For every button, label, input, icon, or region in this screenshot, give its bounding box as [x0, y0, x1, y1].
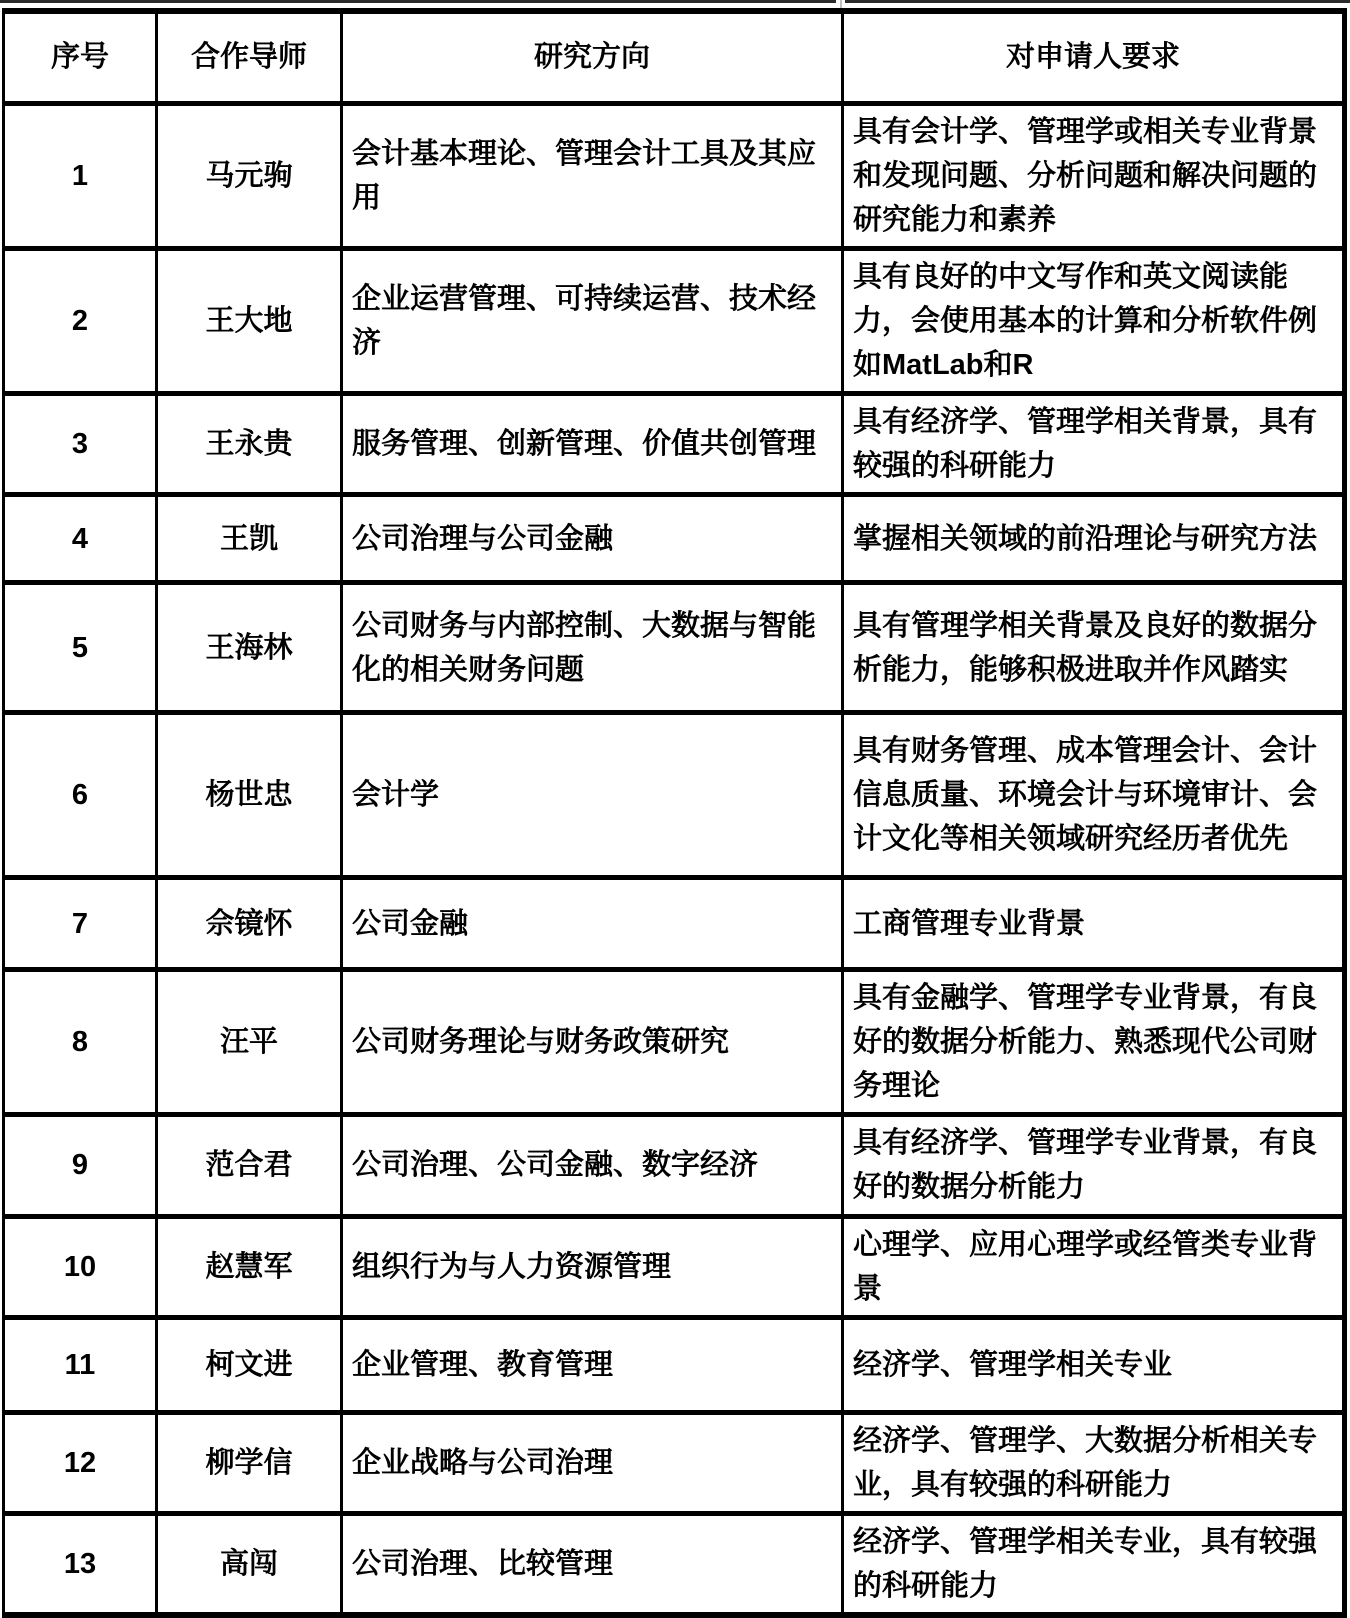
research-direction-cell: 公司财务与内部控制、大数据与智能化的相关财务问题 [342, 583, 843, 713]
column-header-mentor: 合作导师 [157, 11, 342, 103]
table-body [4, 103, 1345, 1615]
table-row [4, 970, 1345, 1115]
mentor-name-cell: 马元驹 [157, 103, 342, 248]
row-number-cell: 7 [4, 878, 157, 970]
research-direction-cell: 会计学 [342, 713, 843, 878]
table-row [4, 583, 1345, 713]
mentor-name-cell: 高闯 [157, 1513, 342, 1615]
research-direction-cell: 公司金融 [342, 878, 843, 970]
row-number-cell: 8 [4, 970, 157, 1115]
column-header-requirement: 对申请人要求 [843, 11, 1345, 103]
applicant-requirement-cell: 具有管理学相关背景及良好的数据分析能力，能够积极进取并作风踏实 [843, 583, 1345, 713]
research-direction-cell: 公司治理与公司金融 [342, 495, 843, 583]
table-row [4, 393, 1345, 494]
row-number-cell: 13 [4, 1513, 157, 1615]
table-row [4, 713, 1345, 878]
mentor-table [2, 8, 1347, 1618]
applicant-requirement-cell: 具有经济学、管理学相关背景，具有较强的科研能力 [843, 393, 1345, 494]
table-row [4, 248, 1345, 393]
research-direction-cell: 企业战略与公司治理 [342, 1412, 843, 1513]
research-direction-cell: 公司财务理论与财务政策研究 [342, 970, 843, 1115]
research-direction-cell: 企业管理、教育管理 [342, 1317, 843, 1412]
table-row [4, 878, 1345, 970]
research-direction-cell: 服务管理、创新管理、价值共创管理 [342, 393, 843, 494]
table-row [4, 1115, 1345, 1216]
row-number-cell: 9 [4, 1115, 157, 1216]
column-header-direction: 研究方向 [342, 11, 843, 103]
table-row [4, 495, 1345, 583]
applicant-requirement-cell: 具有会计学、管理学或相关专业背景和发现问题、分析问题和解决问题的研究能力和素养 [843, 103, 1345, 248]
table-header [4, 11, 1345, 103]
row-number-cell: 10 [4, 1216, 157, 1317]
table-row [4, 1216, 1345, 1317]
row-number-cell: 6 [4, 713, 157, 878]
applicant-requirement-cell: 具有经济学、管理学专业背景，有良好的数据分析能力 [843, 1115, 1345, 1216]
applicant-requirement-cell: 工商管理专业背景 [843, 878, 1345, 970]
applicant-requirement-cell: 经济学、管理学相关专业，具有较强的科研能力 [843, 1513, 1345, 1615]
row-number-cell: 4 [4, 495, 157, 583]
gridline-artifact [0, 0, 1350, 3]
row-number-cell: 1 [4, 103, 157, 248]
mentor-name-cell: 范合君 [157, 1115, 342, 1216]
header-row [4, 11, 1345, 103]
row-number-cell: 5 [4, 583, 157, 713]
row-number-cell: 12 [4, 1412, 157, 1513]
mentor-name-cell: 王凯 [157, 495, 342, 583]
applicant-requirement-cell: 掌握相关领域的前沿理论与研究方法 [843, 495, 1345, 583]
applicant-requirement-cell: 经济学、管理学相关专业 [843, 1317, 1345, 1412]
research-direction-cell: 企业运营管理、可持续运营、技术经济 [342, 248, 843, 393]
row-number-cell: 3 [4, 393, 157, 494]
research-direction-cell: 公司治理、公司金融、数字经济 [342, 1115, 843, 1216]
applicant-requirement-cell: 经济学、管理学、大数据分析相关专业，具有较强的科研能力 [843, 1412, 1345, 1513]
research-direction-cell: 会计基本理论、管理会计工具及其应用 [342, 103, 843, 248]
research-direction-cell: 公司治理、比较管理 [342, 1513, 843, 1615]
row-number-cell: 11 [4, 1317, 157, 1412]
research-direction-cell: 组织行为与人力资源管理 [342, 1216, 843, 1317]
mentor-name-cell: 杨世忠 [157, 713, 342, 878]
gridline-tick [840, 0, 842, 8]
table-row [4, 1513, 1345, 1615]
mentor-name-cell: 汪平 [157, 970, 342, 1115]
table-row [4, 1412, 1345, 1513]
mentor-name-cell: 王海林 [157, 583, 342, 713]
spreadsheet-top-gridline-strip [0, 0, 1350, 8]
mentor-name-cell: 柳学信 [157, 1412, 342, 1513]
table-row [4, 1317, 1345, 1412]
applicant-requirement-cell: 具有金融学、管理学专业背景，有良好的数据分析能力、熟悉现代公司财务理论 [843, 970, 1345, 1115]
mentor-name-cell: 佘镜怀 [157, 878, 342, 970]
mentor-name-cell: 赵慧军 [157, 1216, 342, 1317]
applicant-requirement-cell: 心理学、应用心理学或经管类专业背景 [843, 1216, 1345, 1317]
applicant-requirement-cell: 具有财务管理、成本管理会计、会计信息质量、环境会计与环境审计、会计文化等相关领域研究经历者优先 [843, 713, 1345, 878]
mentor-name-cell: 王永贵 [157, 393, 342, 494]
column-header-number: 序号 [4, 11, 157, 103]
row-number-cell: 2 [4, 248, 157, 393]
table-row [4, 103, 1345, 248]
mentor-name-cell: 柯文进 [157, 1317, 342, 1412]
mentor-name-cell: 王大地 [157, 248, 342, 393]
applicant-requirement-cell: 具有良好的中文写作和英文阅读能力，会使用基本的计算和分析软件例如MatLab和R [843, 248, 1345, 393]
